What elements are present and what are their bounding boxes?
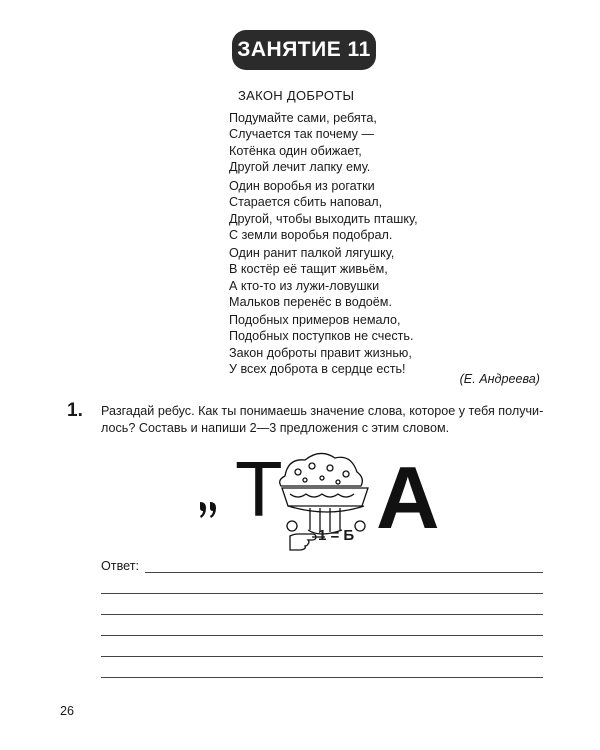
poem-line: Подобных поступков не счесть. [229, 329, 414, 344]
page-number: 26 [60, 704, 75, 718]
lesson-title: ЗАНЯТИЕ 11 [232, 30, 376, 70]
task-line: лось? Составь и напиши 2—3 предложения с этим словом. [101, 420, 450, 435]
answer-line[interactable] [101, 614, 543, 615]
poem-line: Один воробья из рогатки [229, 179, 375, 193]
poem-line: Случается так почему — [229, 127, 375, 142]
task-number: 1. [67, 400, 83, 421]
poem-line: Мальков перенёс в водоём. [229, 295, 392, 310]
rebus-hint: 1 = Б [318, 527, 355, 544]
task-instructions [101, 403, 546, 436]
poem-line: Другой, чтобы выходить пташку, [229, 211, 418, 226]
answer-label: Ответ: [101, 559, 139, 573]
rebus-letter-a: А [376, 448, 440, 547]
rebus-picture [190, 438, 440, 558]
answer-line[interactable] [145, 572, 543, 573]
poem-line: Старается сбить наповал, [229, 195, 383, 210]
poem-stanza-3 [229, 245, 394, 311]
poem-stanza-1 [229, 110, 377, 176]
answer-line[interactable] [101, 635, 543, 636]
poem-line: Закон доброты правит жизнью, [229, 345, 412, 360]
comma-marks-icon [200, 502, 216, 518]
answer-line[interactable] [101, 593, 543, 594]
rebus-letter-t: Т [235, 445, 283, 533]
poem-line: В костёр её тащит живьём, [229, 262, 388, 277]
poem-line: Подумайте сами, ребята, [229, 111, 377, 125]
poem-stanza-2 [229, 178, 418, 244]
answer-line[interactable] [101, 656, 543, 657]
poem-line: Котёнка один обижает, [229, 143, 362, 158]
poem-stanza-4 [229, 312, 413, 378]
poem-line: У всех доброта в сердце есть! [229, 362, 406, 377]
poem-line: Подобных примеров немало, [229, 313, 401, 327]
answer-line[interactable] [101, 677, 543, 678]
poem-line: Один ранит палкой лягушку, [229, 246, 395, 260]
cake-icon [280, 453, 368, 534]
task-line: Разгадай ребус. Как ты понимаешь значение слова, которое у тебя получи- [101, 404, 544, 418]
poem-line: С земли воробья подобрал. [229, 228, 393, 243]
poem-title: ЗАКОН ДОБРОТЫ [238, 88, 355, 103]
poem-line: А кто-то из лужи-ловушки [229, 278, 380, 293]
poem-line: Другой лечит лапку ему. [229, 160, 371, 175]
poem-author: (Е. Андреева) [459, 372, 540, 386]
